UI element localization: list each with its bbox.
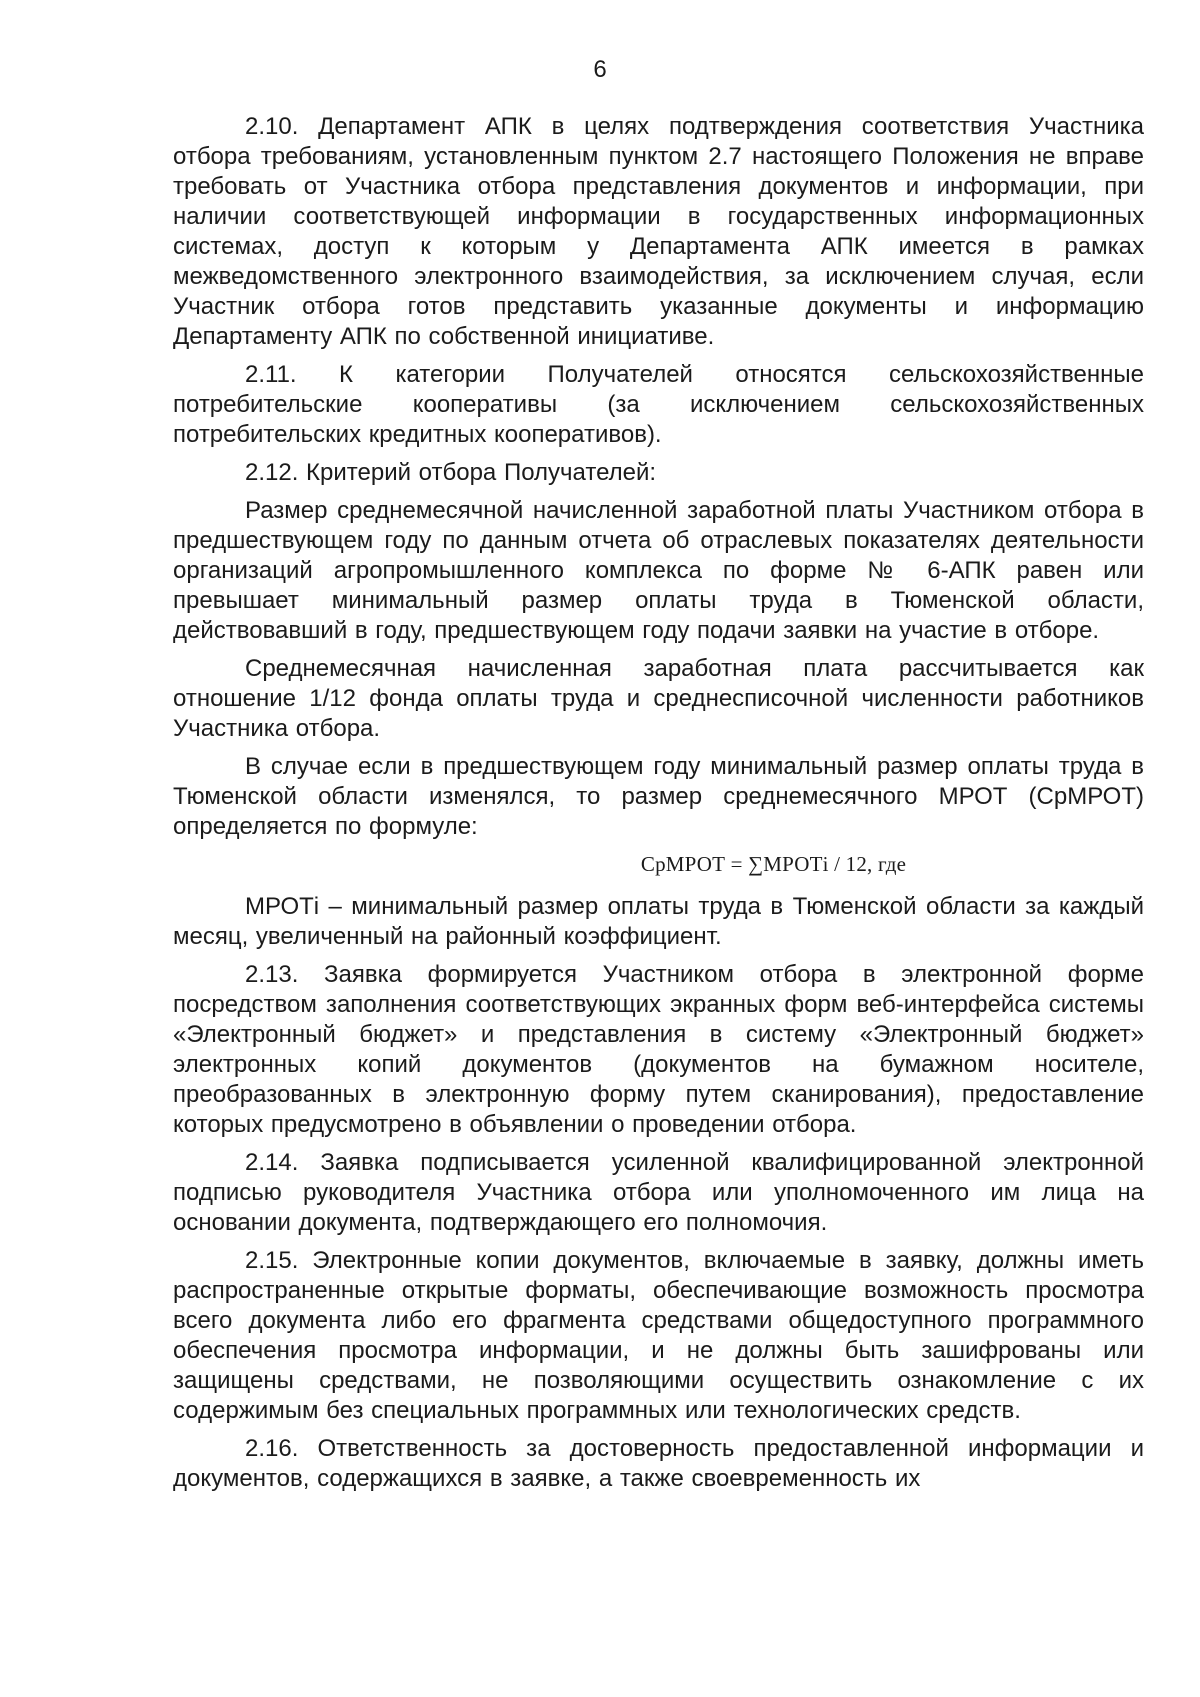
paragraph-2-14: 2.14. Заявка подписывается усиленной квалифицированной электронной подписью руководителя Участника отбора или уполномоченного им лица на основании документа, подтверждающего его полномочия. xyxy=(173,1149,1144,1236)
paragraph-2-16: 2.16. Ответственность за достоверность предоставленной информации и документов, содержащихся в заявке, а также своевременность их xyxy=(173,1435,1144,1492)
formula-srmrot: СрМРОТ = ∑МРОТi / 12, где xyxy=(640,852,907,876)
paragraph-2-12-heading: 2.12. Критерий отбора Получателей: xyxy=(245,459,657,486)
paragraph-2-10: 2.10. Департамент АПК в целях подтверждения соответствия Участника отбора требованиям, установленным пунктом 2.7 настоящего Положения не вправе требовать от Участника отбора представления документов и информации, при наличии соответствующей информации в государственных информационных системах, доступ к которым у Департамента АПК имеется в рамках межведомственного электронного взаимодействия, за исключением случая, если Участник отбора готов представить указанные документы и информацию Департаменту АПК по собственной инициативе. xyxy=(173,113,1144,350)
page-number: 6 xyxy=(593,56,607,83)
paragraph-average-wage: Среднемесячная начисленная заработная плата рассчитывается как отношение 1/12 фонда оплаты труда и среднесписочной численности работников Участника отбора. xyxy=(173,655,1144,742)
paragraph-2-11: 2.11. К категории Получателей относятся сельскохозяйственные потребительские кооперативы (за исключением сельскохозяйственных потребительских кредитных кооперативов). xyxy=(173,361,1144,448)
paragraph-2-15: 2.15. Электронные копии документов, включаемые в заявку, должны иметь распространенные открытые форматы, обеспечивающие возможность просмотра всего документа либо его фрагмента средствами общедоступного программного обеспечения просмотра информации, и не должны быть зашифрованы или защищены средствами, не позволяющими осуществить ознакомление с их содержимым без специальных программных или технологических средств. xyxy=(173,1247,1144,1424)
paragraph-criterion: Размер среднемесячной начисленной заработной платы Участником отбора в предшествующем году по данным отчета об отраслевых показателях деятельности организаций агропромышленного комплекса по форме № 6-АПК равен или превышает минимальный размер оплаты труда в Тюменской области, действовавший в году, предшествующем году подачи заявки на участие в отборе. xyxy=(173,497,1144,644)
paragraph-2-13: 2.13. Заявка формируется Участником отбора в электронной форме посредством заполнения соответствующих экранных форм веб-интерфейса системы «Электронный бюджет» и представления в систему «Электронный бюджет» электронных копий документов (документов на бумажном носителе, преобразованных в электронную форму путем сканирования), предоставление которых предусмотрено в объявлении о проведении отбора. xyxy=(173,961,1144,1138)
paragraph-mroti-definition: МРОТi – минимальный размер оплаты труда в Тюменской области за каждый месяц, увеличенный на районный коэффициент. xyxy=(173,893,1144,950)
document-body xyxy=(173,112,1144,1502)
paragraph-mrot-change: В случае если в предшествующем году минимальный размер оплаты труда в Тюменской области изменялся, то размер среднемесячного МРОТ (СрМРОТ) определяется по формуле: xyxy=(173,753,1144,840)
